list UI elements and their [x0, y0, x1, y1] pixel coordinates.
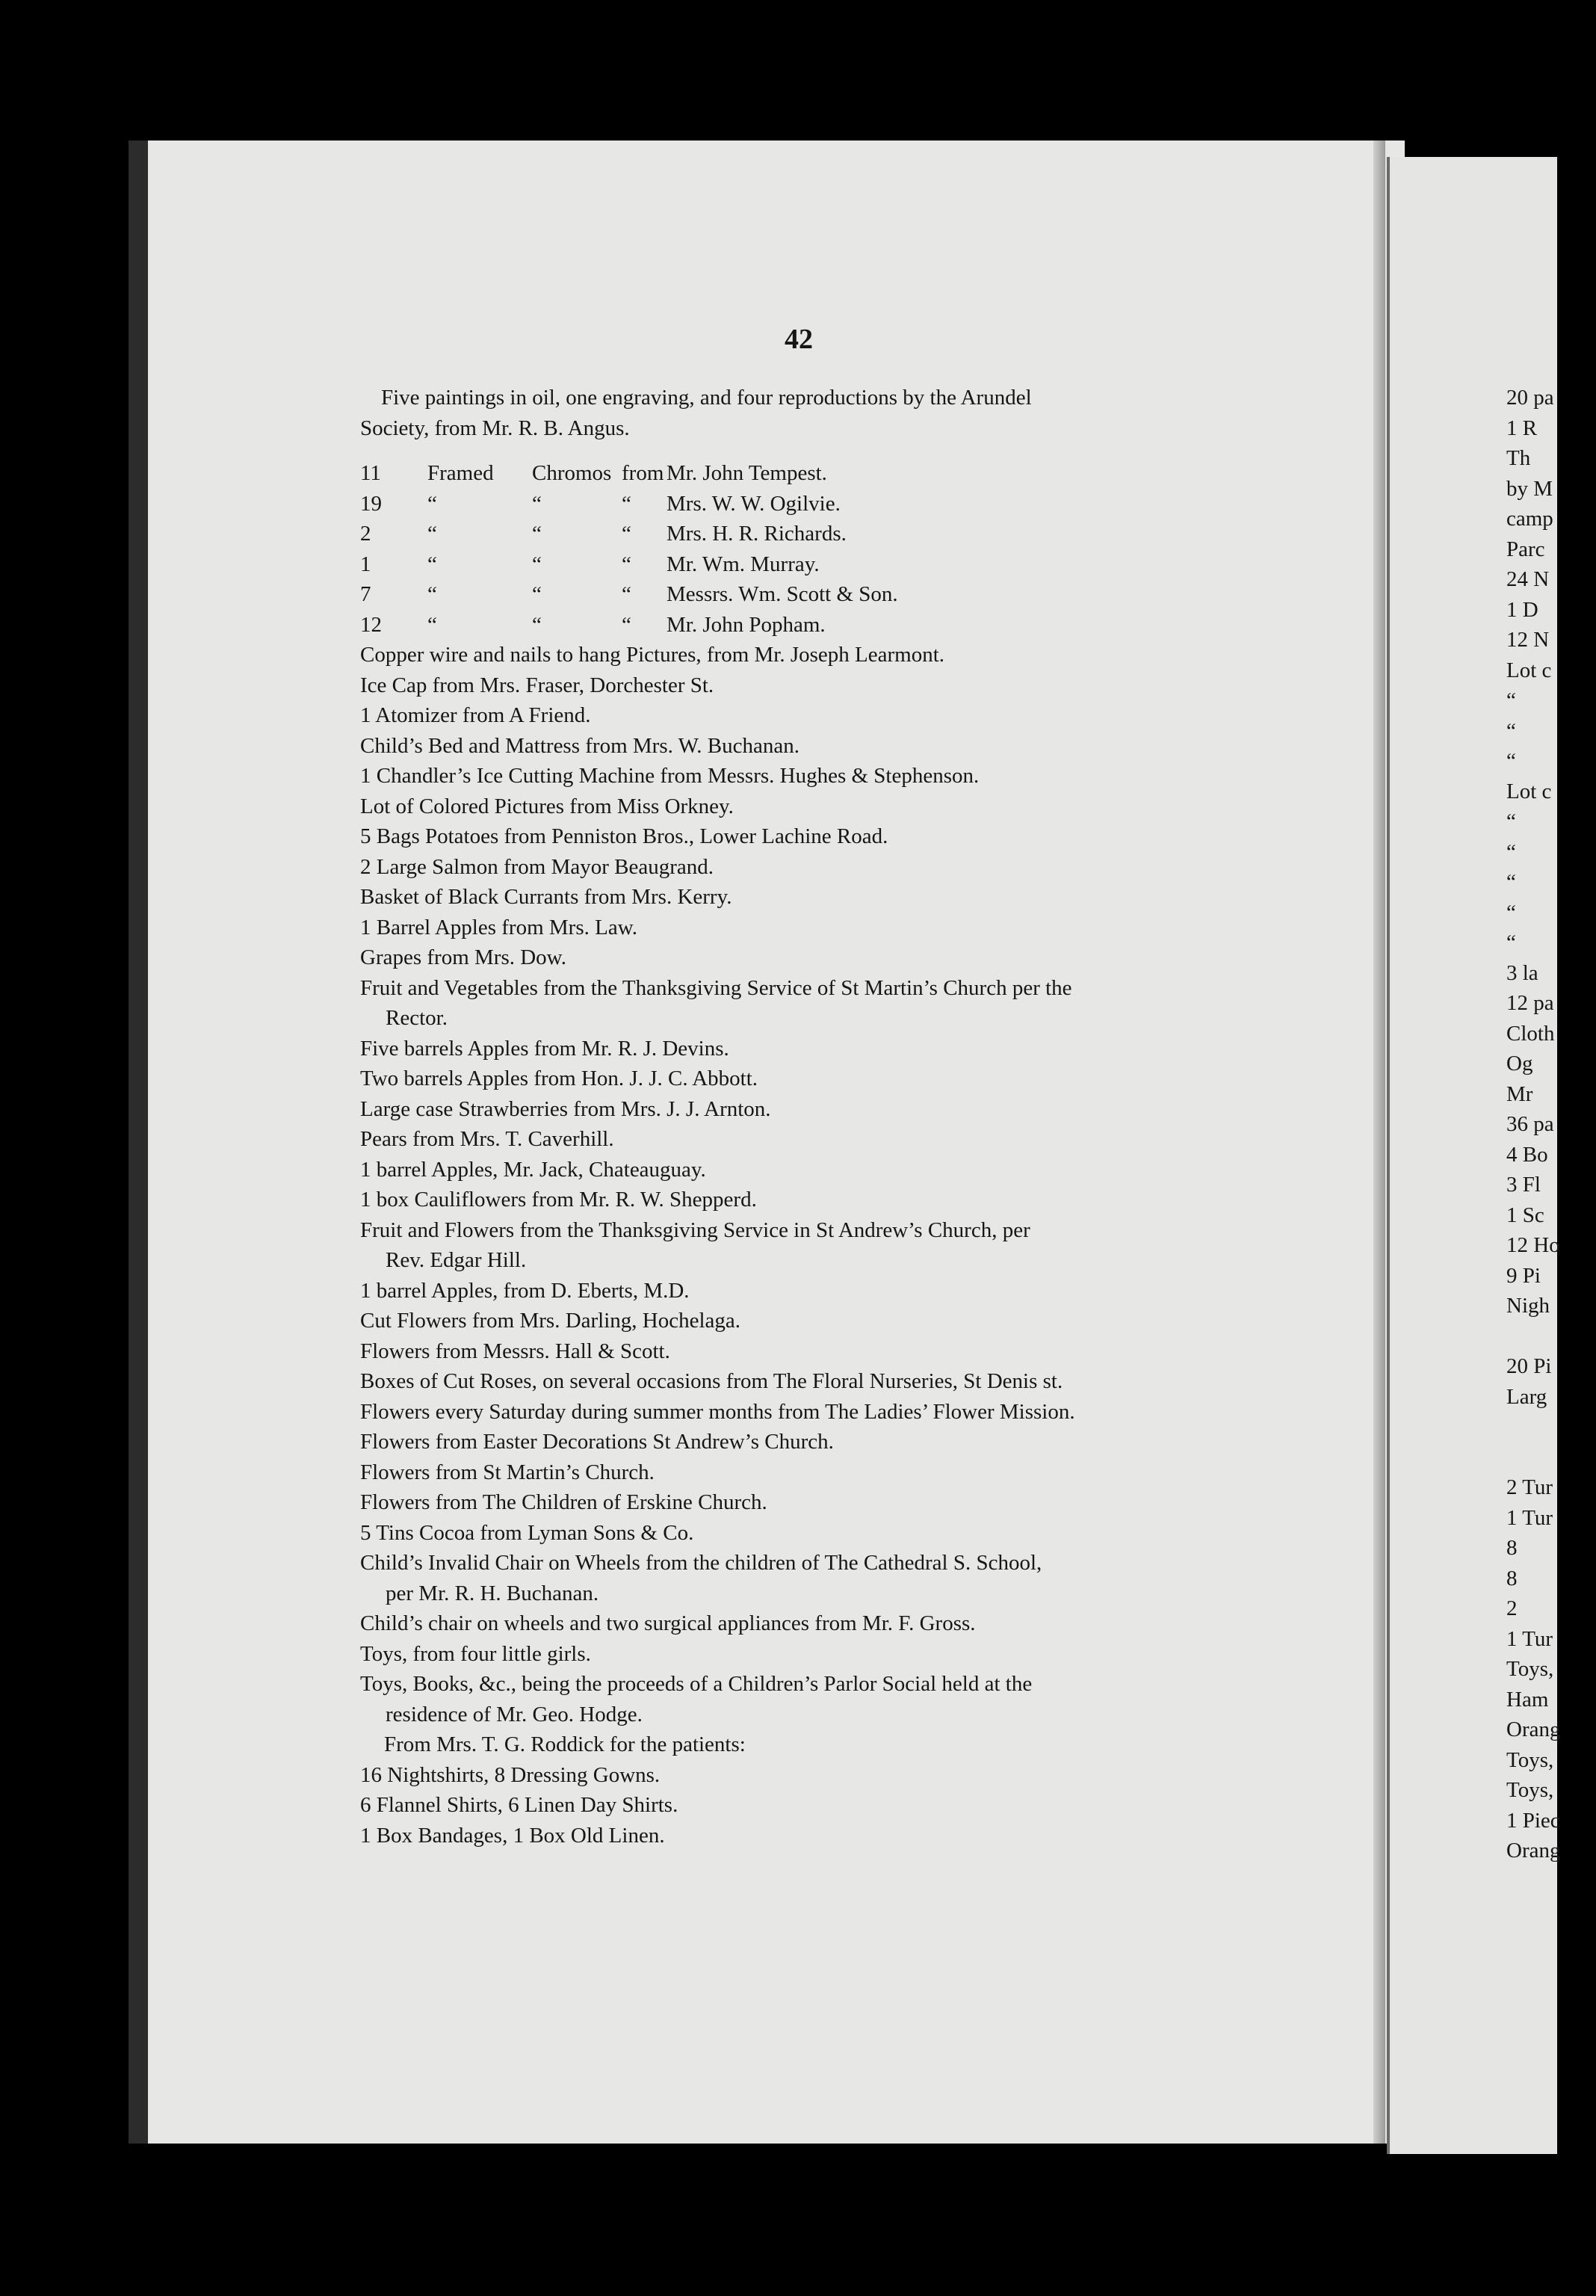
roddick-heading: From Mrs. T. G. Roddick for the patients: — [384, 1732, 746, 1756]
page-number: 42 — [785, 324, 813, 355]
chromo-col-1: “ — [427, 522, 437, 546]
entries-group-4 — [360, 1608, 1227, 1669]
chromo-row — [360, 489, 1227, 519]
donation-entry: 1 Box Bandages, 1 Box Old Linen. — [360, 1823, 665, 1848]
donation-entry: Copper wire and nails to hang Pictures, from Mr. Joseph Learmont. — [360, 643, 945, 667]
donation-entry: Flowers from The Children of Erskine Church. — [360, 1490, 767, 1514]
donation-entry: Grapes from Mrs. Dow. — [360, 945, 566, 969]
chromo-row — [360, 549, 1227, 580]
adjacent-page-fragment: Toys, — [1506, 1657, 1554, 1681]
donation-entry: Basket of Black Currants from Mrs. Kerry. — [360, 885, 732, 909]
adjacent-page-fragment: 1 R — [1506, 416, 1538, 440]
adjacent-page-fragment: Mr — [1506, 1081, 1533, 1106]
chromo-donor: Mrs. H. R. Richards. — [666, 522, 847, 546]
adjacent-page-fragment: 1 Tur — [1506, 1626, 1553, 1651]
chromo-col-2: “ — [532, 491, 542, 516]
chromo-col-1: “ — [427, 552, 437, 576]
chromo-col-3: “ — [622, 491, 631, 516]
adjacent-page-fragment: 8 — [1506, 1566, 1518, 1590]
adjacent-page-fragment: “ — [1506, 839, 1516, 864]
chromo-col-3: “ — [622, 612, 631, 637]
adjacent-page-fragment — [1506, 1321, 1596, 1352]
adjacent-page-fragment: 2 — [1506, 1596, 1518, 1620]
adjacent-page-fragment: Toys, — [1506, 1778, 1554, 1802]
donation-entry: Ice Cap from Mrs. Fraser, Dorchester St. — [360, 673, 714, 697]
donation-entry: 1 Chandler’s Ice Cutting Machine from Messrs. Hughes & Stephenson. — [360, 764, 980, 788]
adjacent-page-fragment: camp — [1506, 507, 1553, 531]
donation-entry: 2 Large Salmon from Mayor Beaugrand. — [360, 854, 714, 879]
chromo-donor: Mr. Wm. Murray. — [666, 552, 820, 576]
entries-group-2 — [360, 1034, 1227, 1215]
adjacent-page-fragment: Orang — [1506, 1839, 1561, 1863]
donation-entry: 5 Tins Cocoa from Lyman Sons & Co. — [360, 1520, 694, 1545]
donation-entry: Child’s Bed and Mattress from Mrs. W. Buchanan. — [360, 733, 800, 758]
donation-entry: Lot of Colored Pictures from Miss Orkney. — [360, 794, 734, 818]
chromo-col-2: “ — [532, 522, 542, 546]
donation-entry: Cut Flowers from Mrs. Darling, Hochelaga. — [360, 1309, 741, 1333]
entry-st-andrews — [360, 1215, 1227, 1276]
chromo-col-1: “ — [427, 612, 437, 637]
adjacent-page-fragment: Ham — [1506, 1687, 1549, 1712]
adjacent-page-fragment: 4 Bo — [1506, 1142, 1548, 1167]
chromo-count: 19 — [360, 491, 382, 516]
adjacent-page-fragment: 1 Tur — [1506, 1505, 1553, 1530]
intro-line-1: Five paintings in oil, one engraving, and four reproductions by the Arundel — [381, 386, 1032, 410]
donation-entry: Flowers from Messrs. Hall & Scott. — [360, 1339, 670, 1363]
entry-fruit-vegetables — [360, 973, 1227, 1034]
entry-line: Child’s Invalid Chair on Wheels from the children of The Cathedral S. School, — [360, 1551, 1042, 1575]
adjacent-page-fragment: 24 N — [1506, 567, 1550, 591]
donation-entry: Toys, from four little girls. — [360, 1641, 591, 1666]
donation-entry: Two barrels Apples from Hon. J. J. C. Abbott. — [360, 1067, 758, 1090]
adjacent-page-fragment: 36 pa — [1506, 1112, 1554, 1136]
adjacent-page-fragment: by M — [1506, 476, 1553, 501]
chromo-col-2: “ — [532, 552, 542, 576]
donation-entry: Boxes of Cut Roses, on several occasions from The Floral Nurseries, St Denis st. — [360, 1369, 1063, 1393]
adjacent-page-fragment: Larg — [1506, 1384, 1547, 1409]
adjacent-page-fragment: 8 — [1506, 1536, 1518, 1560]
adjacent-page-fragment: 1 D — [1506, 597, 1538, 622]
entry-line: Toys, Books, &c., being the proceeds of a Children’s Parlor Social held at the — [360, 1672, 1033, 1696]
donation-entry: 1 Atomizer from A Friend. — [360, 703, 591, 727]
donation-entry: 1 barrel Apples, from D. Eberts, M.D. — [360, 1278, 690, 1303]
chromo-count: 12 — [360, 612, 382, 637]
chromo-col-2: “ — [532, 582, 542, 606]
chromo-col-3: from — [622, 461, 664, 485]
adjacent-page-fragment: 12 N — [1506, 628, 1550, 652]
roddick-items — [360, 1760, 1227, 1851]
chromo-count: 7 — [360, 582, 371, 606]
chromo-col-2: “ — [532, 612, 542, 637]
adjacent-page-fragment: “ — [1506, 688, 1516, 712]
donation-entry: 1 Barrel Apples from Mrs. Law. — [360, 915, 638, 939]
adjacent-page-fragment: Nigh — [1506, 1294, 1550, 1318]
chromo-count: 11 — [360, 461, 381, 485]
entries-group-1 — [360, 640, 1227, 973]
entry-line: Fruit and Vegetables from the Thanksgiving Service of St Martin’s Church per the — [360, 975, 1072, 1000]
adjacent-page-fragment: “ — [1506, 900, 1516, 925]
adjacent-page-fragment: 1 Sc — [1506, 1203, 1544, 1227]
chromo-count: 1 — [360, 552, 371, 576]
chromo-col-3: “ — [622, 552, 631, 576]
donation-entry: 6 Flannel Shirts, 6 Linen Day Shirts. — [360, 1793, 678, 1817]
chromo-row — [360, 610, 1227, 641]
donation-entry: Flowers from St Martin’s Church. — [360, 1460, 655, 1484]
entry-line-continued: residence of Mr. Geo. Hodge. — [386, 1702, 643, 1726]
adjacent-page-fragment: Th — [1506, 446, 1531, 470]
chromo-col-3: “ — [622, 522, 631, 546]
entry-line-continued: Rev. Edgar Hill. — [386, 1248, 527, 1272]
adjacent-page-fragment: Og — [1506, 1052, 1533, 1076]
donation-entry: Child’s chair on wheels and two surgical appliances from Mr. F. Gross. — [360, 1611, 976, 1635]
adjacent-page-text — [1506, 383, 1596, 1866]
chromo-col-2: Chromos — [532, 461, 612, 485]
entry-invalid-chair — [360, 1548, 1227, 1608]
adjacent-page-fragment: 1 Piec — [1506, 1808, 1560, 1833]
donation-entry: 16 Nightshirts, 8 Dressing Gowns. — [360, 1762, 661, 1787]
intro-line-2: Society, from Mr. R. B. Angus. — [360, 416, 630, 440]
entry-parlor-social — [360, 1669, 1227, 1729]
chromo-donor: Mrs. W. W. Ogilvie. — [666, 491, 841, 516]
adjacent-page-fragment: “ — [1506, 749, 1516, 773]
adjacent-page-fragment: Toys, — [1506, 1747, 1554, 1772]
adjacent-page-fragment: “ — [1506, 870, 1516, 894]
chromo-donor: Mr. John Tempest. — [666, 461, 827, 485]
entry-line: Fruit and Flowers from the Thanksgiving Service in St Andrew’s Church, per — [360, 1218, 1030, 1242]
adjacent-page-fragment: 3 Fl — [1506, 1173, 1541, 1197]
adjacent-page-fragment: Cloth — [1506, 1021, 1555, 1046]
chromo-col-3: “ — [622, 582, 631, 606]
adjacent-page-fragment: 12 pa — [1506, 991, 1554, 1015]
adjacent-page-fragment — [1506, 1442, 1596, 1473]
adjacent-page-fragment: Orang — [1506, 1718, 1561, 1741]
chromo-col-1: “ — [427, 491, 437, 516]
adjacent-page-fragment — [1506, 1412, 1596, 1442]
donation-entry: 1 box Cauliflowers from Mr. R. W. Shepperd. — [360, 1188, 757, 1212]
adjacent-page-fragment: 20 pa — [1506, 386, 1554, 410]
donation-entry: Large case Strawberries from Mrs. J. J. Arnton. — [360, 1096, 771, 1121]
chromo-donor: Messrs. Wm. Scott & Son. — [666, 582, 898, 606]
donation-entry: Flowers every Saturday during summer months from The Ladies’ Flower Mission. — [360, 1399, 1075, 1424]
adjacent-page-fragment: Lot c — [1506, 658, 1552, 682]
intro-paragraph — [360, 383, 1227, 443]
entry-line-continued: Rector. — [386, 1006, 448, 1030]
page-edge-shadow — [1373, 141, 1385, 2144]
adjacent-page-fragment: 12 Ho — [1506, 1233, 1560, 1257]
donation-entry: 5 Bags Potatoes from Penniston Bros., Lower Lachine Road. — [360, 824, 888, 848]
donation-entry: Five barrels Apples from Mr. R. J. Devins. — [360, 1036, 729, 1061]
entries-group-3 — [360, 1276, 1227, 1549]
donation-list — [360, 383, 1227, 1851]
donation-entry: Flowers from Easter Decorations St Andrew’s Church. — [360, 1430, 834, 1454]
chromo-count: 2 — [360, 522, 371, 546]
chromo-donor: Mr. John Popham. — [666, 612, 826, 637]
chromo-row — [360, 458, 1227, 489]
adjacent-page-fragment: Parc — [1506, 537, 1545, 561]
donation-entry: Pears from Mrs. T. Caverhill. — [360, 1127, 614, 1151]
adjacent-page-fragment: “ — [1506, 718, 1516, 743]
chromo-row — [360, 519, 1227, 549]
chromo-col-1: Framed — [427, 461, 494, 485]
donation-entry: 1 barrel Apples, Mr. Jack, Chateauguay. — [360, 1157, 706, 1182]
adjacent-page-fragment: “ — [1506, 931, 1516, 954]
adjacent-page-fragment: 3 la — [1506, 960, 1538, 985]
chromo-table — [360, 458, 1227, 640]
adjacent-page-fragment: 2 Tur — [1506, 1475, 1553, 1499]
entry-line-continued: per Mr. R. H. Buchanan. — [386, 1581, 599, 1605]
adjacent-page-fragment: 9 Pi — [1506, 1263, 1541, 1288]
adjacent-page-fragment: Lot c — [1506, 779, 1552, 803]
chromo-row — [360, 579, 1227, 610]
chromo-col-1: “ — [427, 582, 437, 606]
adjacent-page-fragment: “ — [1506, 809, 1516, 833]
adjacent-page-fragment: 20 Pi — [1506, 1354, 1552, 1378]
